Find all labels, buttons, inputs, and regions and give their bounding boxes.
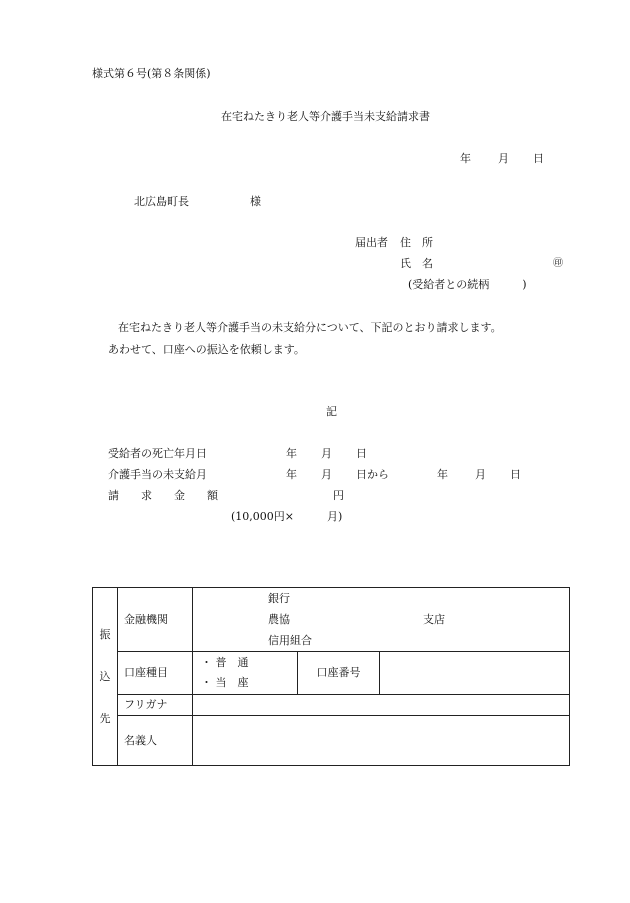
addressee-name: 北広島町長 (134, 195, 189, 208)
body-line-2: あわせて、口座への振込を依頼します。 (108, 343, 305, 356)
bank-type-bank: 銀行 (268, 592, 290, 605)
death-month: 月 (321, 447, 332, 460)
applicant-name-label: 氏 名 (400, 257, 433, 270)
unpaid-from-month: 月 (321, 468, 332, 481)
unpaid-to-day: 日 (510, 468, 521, 481)
unpaid-from-day: 日から (356, 468, 389, 481)
furigana-label: フリガナ (118, 695, 193, 716)
account-type-current: ・ 当 座 (201, 676, 249, 689)
side-char-saki: 先 (99, 711, 111, 725)
side-char-komi: 込 (99, 669, 111, 683)
branch-label: 支店 (423, 613, 445, 626)
unpaid-from-year: 年 (286, 468, 297, 481)
page-title: 在宅ねたきり老人等介護手当未支給請求書 (221, 110, 430, 123)
date-year: 年 (460, 152, 471, 165)
amount-label: 請 求 金 額 (108, 489, 218, 502)
applicant-relation: (受給者との続柄 ) (408, 278, 527, 291)
body-line-1: 在宅ねたきり老人等介護手当の未支給分について、下記のとおり請求します。 (118, 321, 502, 334)
holder-label: 名義人 (118, 716, 193, 766)
amount-yen: 円 (333, 489, 344, 502)
holder-field[interactable] (193, 716, 570, 766)
death-date-label: 受給者の死亡年月日 (108, 447, 207, 460)
amount-calc: (10,000円× 月) (231, 510, 343, 523)
unpaid-to-month: 月 (475, 468, 486, 481)
account-type-label: 口座種目 (118, 652, 193, 695)
bank-type-credit: 信用組合 (268, 634, 312, 647)
institution-label: 金融機関 (118, 588, 193, 652)
transfer-side-label (93, 588, 118, 766)
ki-heading: 記 (326, 405, 337, 418)
applicant-address-label: 住 所 (400, 236, 433, 249)
death-day: 日 (356, 447, 367, 460)
form-number: 様式第６号(第８条関係) (92, 67, 211, 80)
side-char-furi: 振 (99, 627, 111, 641)
applicant-label: 届出者 (355, 236, 388, 249)
account-type-field[interactable] (193, 652, 298, 695)
account-number-label: 口座番号 (298, 652, 380, 695)
unpaid-month-label: 介護手当の未支給月 (108, 468, 207, 481)
death-year: 年 (286, 447, 297, 460)
unpaid-to-year: 年 (437, 468, 448, 481)
bank-transfer-table (92, 587, 570, 766)
furigana-field[interactable] (193, 695, 570, 716)
addressee-honorific: 様 (250, 195, 261, 208)
seal-mark: ㊞ (553, 258, 563, 269)
account-number-field[interactable] (380, 652, 570, 695)
date-day: 日 (533, 152, 544, 165)
bank-type-agri: 農協 (268, 613, 290, 626)
date-month: 月 (498, 152, 509, 165)
account-type-ordinary: ・ 普 通 (201, 656, 249, 669)
institution-field[interactable] (193, 588, 570, 652)
